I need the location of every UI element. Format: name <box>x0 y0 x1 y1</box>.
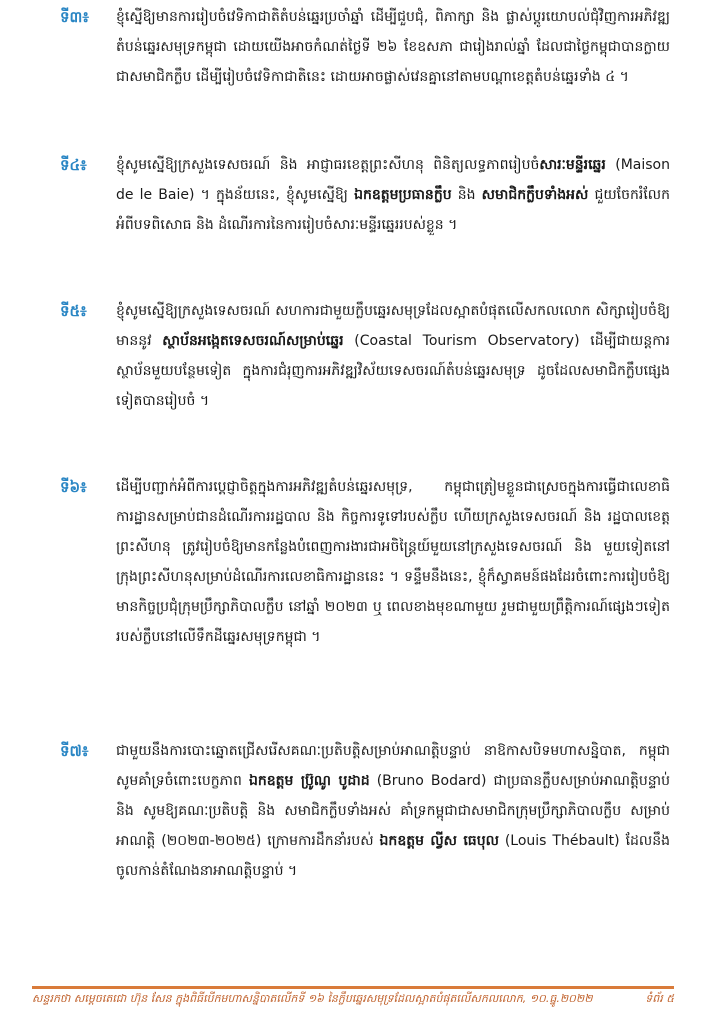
footer-caption: សន្ទរកថា សម្តេចតេជោ ហ៊ុន សែន ក្នុងពិធីបើកមហាសន្និបាតលើកទី ១៦ នៃក្លឹបឆ្នេរសមុទ្រដែលស្អាតបំផុតលើសកលលោក, ១០.ធ្នូ.២០២២ <box>32 992 593 1005</box>
text-run: (Coastal Tourism Observatory) ដើម្បីជាយន្តការស្ថាប័នមួយបន្ថែមទៀត ក្នុងការជំរុញការអភិវឌ្ឍវិស័យទេសចរណ៍តំបន់ឆ្នេរសមុទ្រ ដូចដែលសមាជិកក្លឹបផ្សេងទៀតបានរៀបចំ ។ <box>116 333 671 409</box>
paragraph-text <box>116 296 670 416</box>
bold-term-museum: សារៈមន្ទីរឆ្នេរ <box>539 157 606 173</box>
paragraph-text <box>116 150 670 240</box>
text-run: (Louis Thébault) ដែលនឹងចូលកាន់តំណែងនាអាណត្តិបន្ទាប់ ។ <box>116 833 670 879</box>
paragraph-text: ខ្ញុំស្នើឱ្យមានការរៀបចំវេទិកាជាតិតំបន់ឆ្នេរប្រចាំឆ្នាំ ដើម្បីជួបជុំ, ពិភាក្សា និង ផ្លាស់ប្តូរយោបល់ជុំវិញការអភិវឌ្ឍតំបន់ឆ្នេរសមុទ្រកម្ពុជា ដោយយើងអាចកំណត់ថ្ងៃទី ២៦ ខែឧសភា ជារៀងរាល់ឆ្នាំ ដែលជាថ្ងៃកម្ពុជាបានក្លាយជាសមាជិកក្លឹប ដើម្បីរៀបចំវេទិកាជាតិនេះ ដោយអាចផ្លាស់វេនគ្នានៅតាមបណ្តាខេត្តតំបន់ឆ្នេរទាំង ៤ ។ <box>116 9 670 85</box>
paragraph-6 <box>60 472 670 652</box>
paragraph-label: ទី៧៖ <box>60 742 89 760</box>
paragraph-text <box>116 736 670 886</box>
text-run: ជួយចែករំលែកអំពីបទពិសោធ និង ដំណើរការនៃការរៀបចំសារៈមន្ទីរឆ្នេររបស់ខ្លួន ។ <box>116 187 670 233</box>
bold-term-president: ឯកឧត្តមប្រធានក្លឹប <box>354 187 452 203</box>
text-run: (Bruno Bodard) ជាប្រធានក្លឹបសម្រាប់អាណត្តិបន្ទាប់ និង សូមឱ្យគណៈប្រតិបត្តិ និង សមាជិកក្លឹបទាំងអស់ គាំទ្រកម្ពុជាជាសមាជិកក្រុមប្រឹក្សាភិបាលក្លឹប សម្រាប់អាណត្តិ (២០២៣-២០២៥) ក្រោមការដឹកនាំរបស់ <box>116 773 670 849</box>
page-number: ទំព័រ ៥ <box>645 992 674 1005</box>
text-run: (Maison de le Baie) ។ ក្នុងន័យនេះ, ខ្ញុំសូមស្នើឱ្យ <box>116 157 670 203</box>
paragraph-label: ទី៦៖ <box>60 478 87 496</box>
text-run: ខ្ញុំសូមស្នើឱ្យក្រសួងទេសចរណ៍ និង អាជ្ញាធរខេត្តព្រះសីហនុ ពិនិត្យលទ្ធភាពរៀបចំ <box>116 157 540 173</box>
paragraph-7 <box>60 736 670 886</box>
text-run: និង <box>451 187 482 203</box>
paragraph-label: ទី៤៖ <box>60 156 87 174</box>
paragraph-label: ទី៣៖ <box>60 8 89 26</box>
paragraph-text: ដើម្បីបញ្ជាក់អំពីការប្តេជ្ញាចិត្តក្នុងការអភិវឌ្ឍតំបន់ឆ្នេរសមុទ្រ, កម្ពុជាត្រៀមខ្លួនជាស្រេចក្នុងការធ្វើជាលេខាធិការដ្ឋានសម្រាប់ជានដំណើរការរដ្ឋបាល និង កិច្ចការទូទៅរបស់ក្លឹប ហើយក្រសួងទេសចរណ៍ និង រដ្ឋបាលខេត្តព្រះសីហនុ ត្រូវរៀបចំឱ្យមានកន្លែងបំពេញការងារជាអចិន្ត្រៃយ៍មួយនៅក្រសួងទេសចរណ៍ និង មួយទៀតនៅក្រុងព្រះសីហនុសម្រាប់ដំណើរការលេខាធិការដ្ឋាននេះ ។ ទន្ទឹមនឹងនេះ, ខ្ញុំក៏ស្វាគមន៍ផងដែរចំពោះការរៀបចំឱ្យមានកិច្ចប្រជុំក្រុមប្រឹក្សាភិបាលក្លឹប នៅឆ្នាំ ២០២៣ ឬ ពេលខាងមុខណាមួយ រួមជាមួយព្រឹត្តិការណ៍ផ្សេងៗទៀតរបស់ក្លឹបនៅលើទឹកដីឆ្នេរសមុទ្រកម្ពុជា ។ <box>116 479 670 645</box>
paragraph-3 <box>60 2 670 92</box>
footer-divider <box>32 986 674 989</box>
bold-term-observatory: ស្ថាប័នអង្កេតទេសចរណ៍សម្រាប់ឆ្នេរ <box>162 333 344 349</box>
page-footer <box>32 992 674 1008</box>
paragraph-5 <box>60 296 670 416</box>
bold-term-members: សមាជិកក្លឹបទាំងអស់ <box>481 187 589 203</box>
paragraph-label: ទី៥៖ <box>60 302 87 320</box>
text-run: ខ្ញុំសូមស្នើឱ្យក្រសួងទេសចរណ៍ សហការជាមួយក្លឹបឆ្នេរសមុទ្រដែលស្អាតបំផុតលើសកលលោក សិក្សារៀបចំឱ្យមាននូវ <box>116 303 670 349</box>
bold-name-bodard: ឯកឧត្តម ប្រ៊ូណូ បូដាដ <box>248 773 370 789</box>
text-run: ជាមួយនឹងការបោះឆ្នោតជ្រើសរើសគណៈប្រតិបត្តិសម្រាប់អាណត្តិបន្ទាប់ នាឱកាសបិទមហាសន្និបាត, កម្ពុជាសូមគាំទ្រចំពោះបេក្ខភាព <box>116 743 670 789</box>
bold-name-thebault: ឯកឧត្តម ល្វីស ធេបុល <box>379 833 499 849</box>
paragraph-4 <box>60 150 670 240</box>
